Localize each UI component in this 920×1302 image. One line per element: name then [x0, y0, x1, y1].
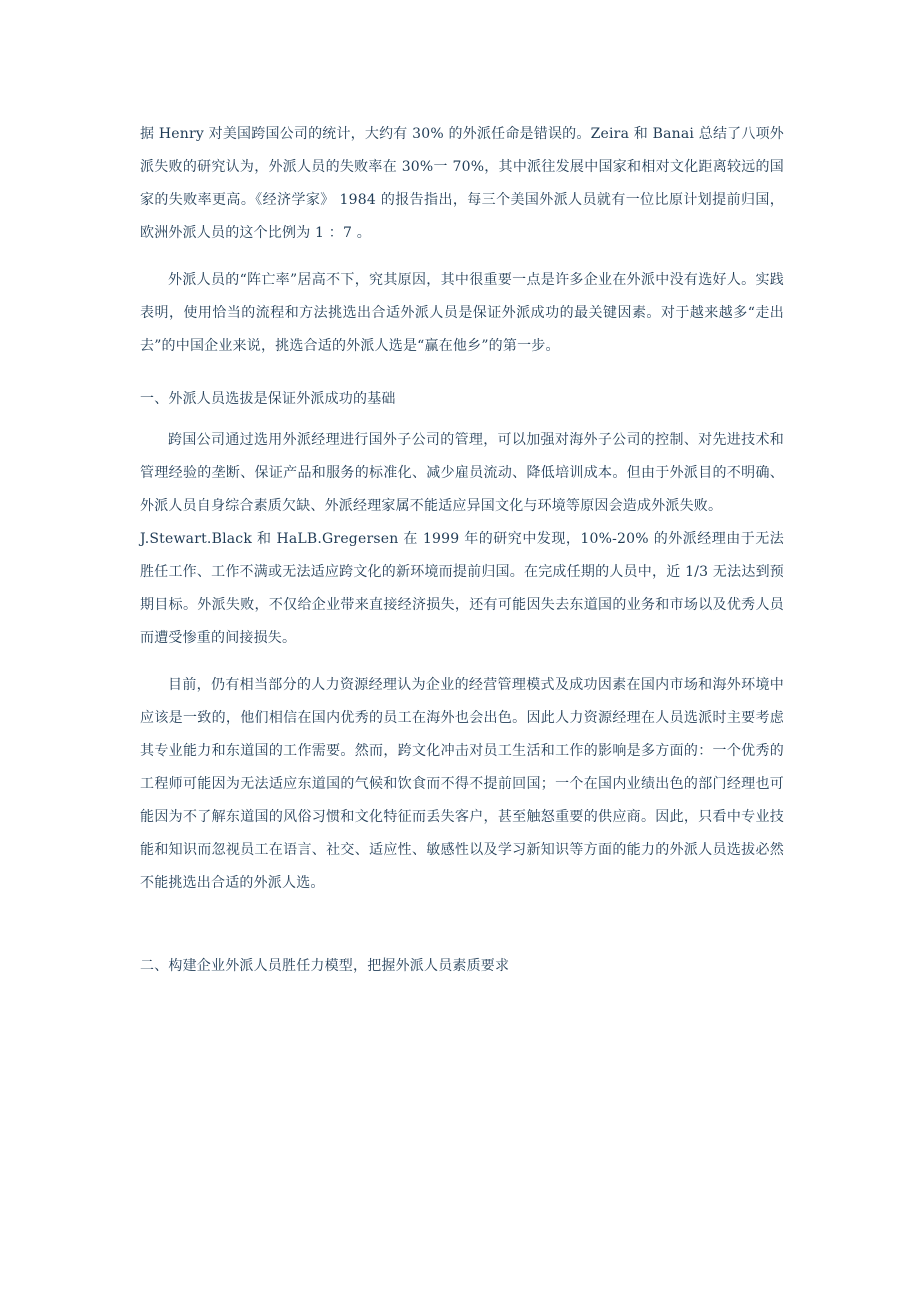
document-body: [140, 118, 784, 983]
section-heading-1: 一、外派人员选拔是保证外派成功的基础: [140, 391, 396, 407]
paragraph-black-gregersen-study: J.Stewart.Black 和 HaLB.Gregersen 在 1999 年的研究中发现，10%-20% 的外派经理由于无法胜任工作、工作不满或无法适应跨文化的新环境而提前归国。在完成任期的人员中，近 1/3 无法达到预期目标。外派失败，不仅给企业带来直接经济损失，还有可能因失去东道国的业务和市场以及优秀人员而遭受惨重的间接损失。: [140, 531, 784, 646]
paragraph-failure-statistics: 据 Henry 对美国跨国公司的统计，大约有 30% 的外派任命是错误的。Zeira 和 Banai 总结了八项外派失败的研究认为，外派人员的失败率在 30%一 70%，其中派往发展中国家和相对文化距离较远的国家的失败率更高。《经济学家》 1984 的报告指出，每三个美国外派人员就有一位比原计划提前归国，欧洲外派人员的这个比例为 1 ：7 。: [140, 126, 784, 241]
paragraph-hr-manager-view: 目前，仍有相当部分的人力资源经理认为企业的经营管理模式及成功因素在国内市场和海外环境中应该是一致的，他们相信在国内优秀的员工在海外也会出色。因此人力资源经理在人员选派时主要考虑其专业能力和东道国的工作需要。然而，跨文化冲击对员工生活和工作的影响是多方面的：一个优秀的工程师可能因为无法适应东道国的气候和饮食而不得不提前回国；一个在国内业绩出色的部门经理也可能因为不了解东道国的风俗习惯和文化特征而丢失客户，甚至触怒重要的供应商。因此，只看中专业技能和知识而忽视员工在语言、社交、适应性、敏感性以及学习新知识等方面的能力的外派人员选拔必然不能挑选出合适的外派人选。: [140, 677, 784, 891]
section-heading-2: 二、构建企业外派人员胜任力模型，把握外派人员素质要求: [140, 958, 510, 974]
paragraph-multinational-management: 跨国公司通过选用外派经理进行国外子公司的管理，可以加强对海外子公司的控制、对先进技术和管理经验的垄断、保证产品和服务的标准化、减少雇员流动、降低培训成本。但由于外派目的不明确、外派人员自身综合素质欠缺、外派经理家属不能适应异国文化与环境等原因会造成外派失败。: [140, 432, 784, 514]
paragraph-selection-importance: 外派人员的“阵亡率”居高不下，究其原因，其中很重要一点是许多企业在外派中没有选好人。实践表明，使用恰当的流程和方法挑选出合适外派人员是保证外派成功的最关键因素。对于越来越多“走出去”的中国企业来说，挑选合适的外派人选是“赢在他乡”的第一步。: [140, 272, 784, 354]
